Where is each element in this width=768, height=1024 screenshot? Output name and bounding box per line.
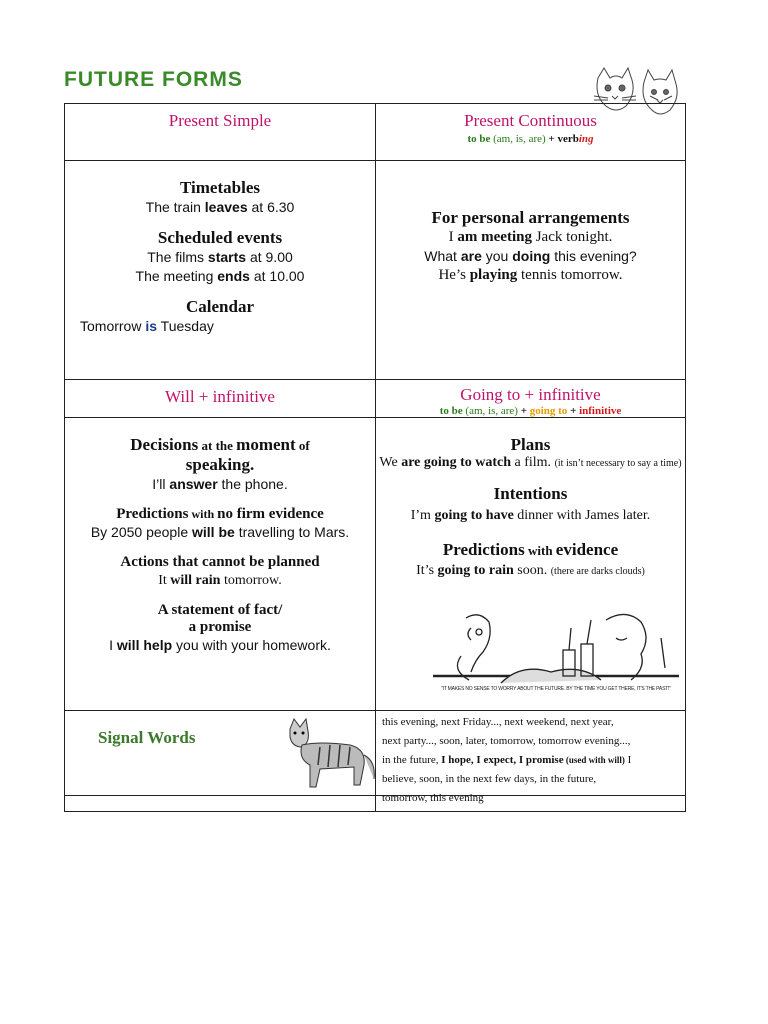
example-train: The train leaves at 6.30	[145, 199, 295, 216]
present-continuous-header-cell	[376, 104, 686, 161]
present-continuous-formula: to be (am, is, are) + verbing	[467, 133, 594, 145]
page-title: FUTURE FORMS	[64, 68, 243, 91]
example-jack: I am meeting Jack tonight.	[448, 229, 613, 246]
example-mars: By 2050 people will be travelling to Mars.	[90, 524, 350, 541]
predictions-heading: Predictions with no firm evidence	[116, 506, 324, 523]
signal-words-label: Signal Words	[98, 727, 196, 747]
will-header-cell	[65, 380, 376, 418]
empty-cell-right	[376, 795, 686, 811]
example-rain: It will rain tomorrow.	[158, 573, 282, 589]
example-films: The films starts at 9.00	[147, 249, 293, 266]
example-tomorrow: Tomorrow is Tuesday	[80, 318, 214, 335]
cartoon-caption: "IT MAKES NO SENSE TO WORRY ABOUT THE FUTURE. BY THE TIME YOU GET THERE, IT'S THE PAST!"	[441, 686, 671, 693]
example-evening: What are you doing this evening?	[424, 248, 637, 265]
will-header: Will + infinitive	[165, 387, 275, 407]
scheduled-heading: Scheduled events	[157, 228, 283, 248]
empty-cell-left	[65, 795, 376, 811]
signal-line-4: believe, soon, in the next few days, in the future,	[382, 772, 597, 785]
example-dinner: I’m going to have dinner with James later.	[410, 508, 651, 524]
signal-words-list-cell	[376, 710, 686, 804]
going-to-header: Going to + infinitive	[460, 385, 601, 405]
speaking-heading: speaking.	[185, 455, 255, 475]
plans-heading: Plans	[510, 435, 551, 455]
signal-line-2: next party..., soon, later, tomorrow, tomorrow evening...,	[382, 734, 631, 747]
signal-words-cell	[65, 710, 376, 795]
example-soon: It’s going to rain soon. (there are darks clouds)	[416, 563, 645, 579]
future-forms-table	[64, 103, 686, 812]
decisions-heading: Decisions at the moment of	[130, 435, 310, 455]
promise-heading: a promise	[188, 619, 252, 636]
example-film: We are going to watch a film. (it isn’t necessary to say a time)	[379, 455, 682, 471]
arrangements-heading: For personal arrangements	[431, 208, 630, 228]
timetables-heading: Timetables	[180, 178, 260, 198]
signal-words-list	[382, 713, 687, 808]
going-to-body	[376, 418, 686, 710]
present-simple-body	[65, 161, 376, 380]
cartoon-illustration	[431, 608, 681, 713]
intentions-heading: Intentions	[493, 484, 568, 504]
actions-heading: Actions that cannot be planned	[120, 554, 320, 571]
present-simple-header-cell	[65, 104, 376, 161]
evidence-heading: Predictions with evidence	[442, 540, 619, 560]
present-continuous-header: Present Continuous	[464, 111, 597, 130]
statement-heading: A statement of fact/	[157, 602, 283, 619]
example-meeting: The meeting ends at 10.00	[135, 268, 305, 285]
signal-line-3: in the future, I hope, I expect, I promise (used with will) I	[382, 753, 632, 766]
example-homework: I will help you with your homework.	[109, 637, 331, 654]
example-answer: I’ll answer the phone.	[152, 476, 288, 493]
will-body	[65, 418, 376, 710]
present-simple-header: Present Simple	[168, 111, 272, 130]
present-continuous-body	[376, 161, 686, 380]
signal-line-5: tomorrow, this evening	[382, 791, 484, 804]
example-tennis: He’s playing tennis tomorrow.	[438, 267, 623, 284]
signal-line-1: this evening, next Friday..., next weekend, next year,	[382, 715, 614, 728]
going-to-header-cell	[376, 380, 686, 418]
going-to-formula: to be (am, is, are) + going to + infinitive	[439, 405, 622, 418]
cat-illustration	[280, 715, 380, 797]
calendar-heading: Calendar	[186, 297, 254, 317]
